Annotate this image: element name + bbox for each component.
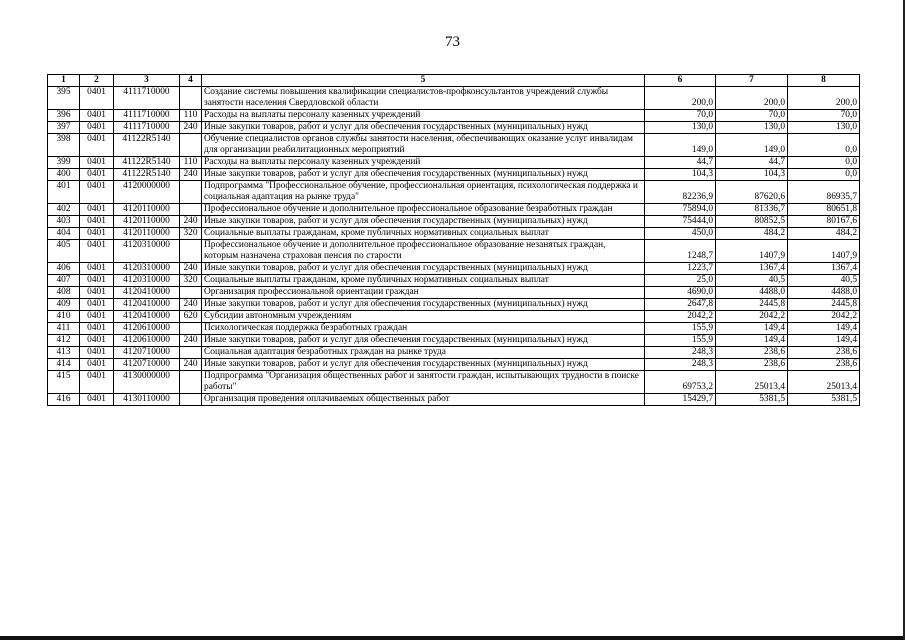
target-article-code: 41122R5140 [114,157,180,169]
expense-type-code: 240 [180,169,202,181]
table-row [48,169,860,181]
amount-col-6: 75894,0 [645,204,716,216]
item-name: Субсидии автономным учреждениям [202,311,645,323]
row-number: 400 [48,169,80,181]
row-number: 404 [48,228,80,240]
page-number: 73 [445,34,460,50]
amount-col-6: 70,0 [645,110,716,122]
amount-col-8: 238,6 [788,347,860,359]
amount-col-7: 149,0 [716,134,788,157]
amount-col-8: 0,0 [788,134,860,157]
column-header: 8 [788,75,860,87]
target-article-code: 4120310000 [114,263,180,275]
target-article-code: 4120110000 [114,204,180,216]
amount-col-6: 155,9 [645,323,716,335]
amount-col-8: 130,0 [788,122,860,134]
amount-col-8: 80651,8 [788,204,860,216]
amount-col-7: 200,0 [716,87,788,110]
amount-col-8: 70,0 [788,110,860,122]
item-name: Организация проведения оплачиваемых общественных работ [202,394,645,406]
expense-type-code: 320 [180,275,202,287]
amount-col-8: 484,2 [788,228,860,240]
amount-col-7: 104,3 [716,169,788,181]
amount-col-8: 25013,4 [788,371,860,394]
row-number: 415 [48,371,80,394]
amount-col-7: 1407,9 [716,240,788,263]
section-code: 0401 [80,87,114,110]
expense-type-code: 240 [180,335,202,347]
row-number: 396 [48,110,80,122]
table-row [48,371,860,394]
amount-col-7: 149,4 [716,335,788,347]
target-article-code: 41122R5140 [114,169,180,181]
section-code: 0401 [80,371,114,394]
table-row [48,287,860,299]
table-row [48,204,860,216]
item-name: Расходы на выплаты персоналу казенных учреждений [202,157,645,169]
table-row [48,157,860,169]
expense-type-code [180,394,202,406]
table-row [48,275,860,287]
item-name: Организация профессиональной ориентации граждан [202,287,645,299]
section-code: 0401 [80,311,114,323]
amount-col-6: 4690,0 [645,287,716,299]
amount-col-7: 40,5 [716,275,788,287]
amount-col-6: 104,3 [645,169,716,181]
item-name: Социальные выплаты гражданам, кроме публичных нормативных социальных выплат [202,275,645,287]
expense-type-code: 240 [180,359,202,371]
target-article-code: 4120610000 [114,335,180,347]
amount-col-6: 450,0 [645,228,716,240]
target-article-code: 4120000000 [114,181,180,204]
section-code: 0401 [80,347,114,359]
section-code: 0401 [80,299,114,311]
column-header: 6 [645,75,716,87]
amount-col-8: 40,5 [788,275,860,287]
section-code: 0401 [80,240,114,263]
section-code: 0401 [80,228,114,240]
amount-col-6: 149,0 [645,134,716,157]
expense-type-code [180,240,202,263]
table-row [48,87,860,110]
row-number: 403 [48,216,80,228]
table-row [48,335,860,347]
section-code: 0401 [80,122,114,134]
table-row [48,110,860,122]
amount-col-6: 25,0 [645,275,716,287]
amount-col-7: 70,0 [716,110,788,122]
target-article-code: 4120610000 [114,323,180,335]
target-article-code: 4120710000 [114,359,180,371]
table-row [48,228,860,240]
table-row [48,299,860,311]
amount-col-6: 15429,7 [645,394,716,406]
row-number: 405 [48,240,80,263]
column-header: 3 [114,75,180,87]
amount-col-7: 1367,4 [716,263,788,275]
row-number: 413 [48,347,80,359]
expense-type-code [180,204,202,216]
amount-col-6: 248,3 [645,347,716,359]
section-code: 0401 [80,275,114,287]
table-row [48,311,860,323]
item-name: Иные закупки товаров, работ и услуг для обеспечения государственных (муниципальных) нужд [202,359,645,371]
section-code: 0401 [80,263,114,275]
table-row [48,323,860,335]
section-code: 0401 [80,134,114,157]
expense-type-code: 240 [180,122,202,134]
column-header: 2 [80,75,114,87]
item-name: Иные закупки товаров, работ и услуг для обеспечения государственных (муниципальных) нужд [202,263,645,275]
target-article-code: 4120310000 [114,275,180,287]
expense-type-code [180,134,202,157]
expense-type-code [180,347,202,359]
expense-type-code: 320 [180,228,202,240]
amount-col-8: 1367,4 [788,263,860,275]
target-article-code: 4111710000 [114,122,180,134]
table-row [48,122,860,134]
row-number: 411 [48,323,80,335]
item-name: Иные закупки товаров, работ и услуг для обеспечения государственных (муниципальных) нужд [202,299,645,311]
amount-col-8: 2445,8 [788,299,860,311]
target-article-code: 4120410000 [114,287,180,299]
section-code: 0401 [80,394,114,406]
section-code: 0401 [80,181,114,204]
item-name: Иные закупки товаров, работ и услуг для обеспечения государственных (муниципальных) нужд [202,122,645,134]
amount-col-8: 238,6 [788,359,860,371]
amount-col-7: 5381,5 [716,394,788,406]
amount-col-6: 130,0 [645,122,716,134]
table-header-row [48,75,860,87]
amount-col-6: 2042,2 [645,311,716,323]
target-article-code: 4120710000 [114,347,180,359]
amount-col-7: 484,2 [716,228,788,240]
column-header: 5 [202,75,645,87]
row-number: 412 [48,335,80,347]
item-name: Обучение специалистов органов службы занятости населения, обеспечивающих оказание услуг инвалидам для организации реабилитационных мероприятий [202,134,645,157]
amount-col-7: 149,4 [716,323,788,335]
item-name: Иные закупки товаров, работ и услуг для обеспечения государственных (муниципальных) нужд [202,216,645,228]
amount-col-7: 25013,4 [716,371,788,394]
amount-col-7: 81336,7 [716,204,788,216]
amount-col-6: 248,3 [645,359,716,371]
amount-col-8: 149,4 [788,323,860,335]
amount-col-8: 2042,2 [788,311,860,323]
item-name: Профессиональное обучение и дополнительное профессиональное образование незанятых граждан, которым назначена страховая пенсия по старости [202,240,645,263]
amount-col-6: 1223,7 [645,263,716,275]
item-name: Подпрограмма "Профессиональное обучение, профессиональная ориентация, психологическая поддержка и социальная адаптация на рынке труда" [202,181,645,204]
target-article-code: 4111710000 [114,110,180,122]
section-code: 0401 [80,110,114,122]
expense-type-code [180,287,202,299]
table-row [48,394,860,406]
target-article-code: 41122R5140 [114,134,180,157]
target-article-code: 4120410000 [114,311,180,323]
amount-col-6: 44,7 [645,157,716,169]
row-number: 407 [48,275,80,287]
target-article-code: 4120110000 [114,216,180,228]
expense-type-code [180,323,202,335]
section-code: 0401 [80,335,114,347]
amount-col-6: 75444,0 [645,216,716,228]
amount-col-6: 69753,2 [645,371,716,394]
row-number: 395 [48,87,80,110]
amount-col-7: 2042,2 [716,311,788,323]
amount-col-7: 87620,6 [716,181,788,204]
target-article-code: 4130000000 [114,371,180,394]
column-header: 4 [180,75,202,87]
item-name: Иные закупки товаров, работ и услуг для обеспечения государственных (муниципальных) нужд [202,169,645,181]
scan-edge-bottom [0,636,905,640]
table-body [48,87,860,406]
table-row [48,181,860,204]
table-row [48,359,860,371]
amount-col-7: 130,0 [716,122,788,134]
column-header: 7 [716,75,788,87]
expense-type-code: 240 [180,216,202,228]
amount-col-6: 155,9 [645,335,716,347]
amount-col-8: 0,0 [788,169,860,181]
table-row [48,347,860,359]
target-article-code: 4120110000 [114,228,180,240]
row-number: 409 [48,299,80,311]
expense-type-code [180,87,202,110]
amount-col-6: 2647,8 [645,299,716,311]
budget-table [47,74,860,406]
row-number: 406 [48,263,80,275]
section-code: 0401 [80,359,114,371]
section-code: 0401 [80,169,114,181]
expense-type-code: 110 [180,110,202,122]
item-name: Расходы на выплаты персоналу казенных учреждений [202,110,645,122]
amount-col-7: 238,6 [716,359,788,371]
amount-col-6: 82236,9 [645,181,716,204]
table-row [48,134,860,157]
amount-col-7: 2445,8 [716,299,788,311]
amount-col-8: 200,0 [788,87,860,110]
item-name: Подпрограмма "Организация общественных работ и занятости граждан, испытывающих трудности в поиске работы" [202,371,645,394]
table-row [48,216,860,228]
item-name: Иные закупки товаров, работ и услуг для обеспечения государственных (муниципальных) нужд [202,335,645,347]
expense-type-code: 110 [180,157,202,169]
table-row [48,240,860,263]
amount-col-8: 80167,6 [788,216,860,228]
amount-col-8: 5381,5 [788,394,860,406]
expense-type-code: 240 [180,263,202,275]
item-name: Психологическая поддержка безработных граждан [202,323,645,335]
amount-col-8: 0,0 [788,157,860,169]
section-code: 0401 [80,287,114,299]
row-number: 414 [48,359,80,371]
amount-col-6: 1248,7 [645,240,716,263]
row-number: 416 [48,394,80,406]
item-name: Социальная адаптация безработных граждан на рынке труда [202,347,645,359]
amount-col-7: 44,7 [716,157,788,169]
section-code: 0401 [80,216,114,228]
target-article-code: 4111710000 [114,87,180,110]
amount-col-6: 200,0 [645,87,716,110]
amount-col-8: 86935,7 [788,181,860,204]
amount-col-8: 4488,0 [788,287,860,299]
item-name: Профессиональное обучение и дополнительное профессиональное образование безработных граждан [202,204,645,216]
expense-type-code [180,181,202,204]
section-code: 0401 [80,157,114,169]
expense-type-code: 620 [180,311,202,323]
target-article-code: 4120310000 [114,240,180,263]
amount-col-7: 4488,0 [716,287,788,299]
amount-col-8: 149,4 [788,335,860,347]
item-name: Создание системы повышения квалификации специалистов-профконсультантов учреждений службы занятости населения Свердловской области [202,87,645,110]
row-number: 397 [48,122,80,134]
target-article-code: 4130110000 [114,394,180,406]
row-number: 399 [48,157,80,169]
expense-type-code [180,371,202,394]
section-code: 0401 [80,204,114,216]
item-name: Социальные выплаты гражданам, кроме публичных нормативных социальных выплат [202,228,645,240]
expense-type-code: 240 [180,299,202,311]
row-number: 410 [48,311,80,323]
column-header: 1 [48,75,80,87]
amount-col-7: 238,6 [716,347,788,359]
table-row [48,263,860,275]
row-number: 398 [48,134,80,157]
amount-col-8: 1407,9 [788,240,860,263]
row-number: 401 [48,181,80,204]
target-article-code: 4120410000 [114,299,180,311]
section-code: 0401 [80,323,114,335]
row-number: 408 [48,287,80,299]
row-number: 402 [48,204,80,216]
amount-col-7: 80852,5 [716,216,788,228]
